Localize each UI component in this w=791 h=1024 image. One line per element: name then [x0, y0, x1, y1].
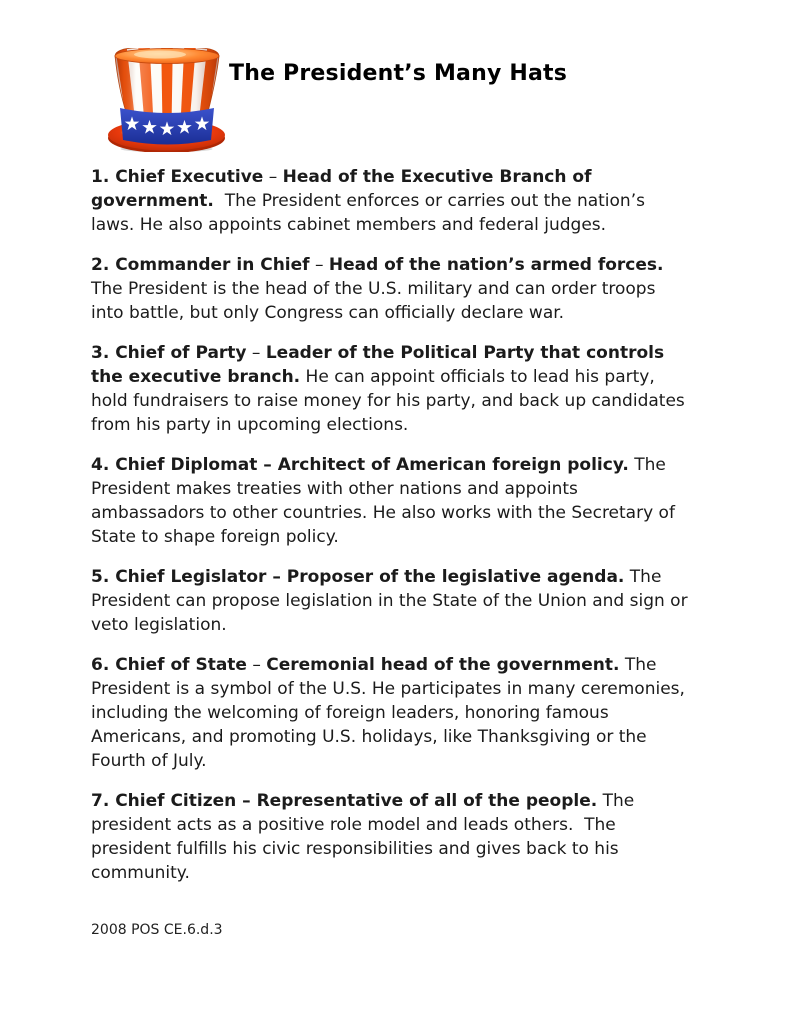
- section-dash: –: [263, 167, 283, 187]
- section-subtitle: Proposer of the legislative agenda.: [286, 567, 625, 587]
- section-lead: 4. Chief Diplomat: [91, 455, 258, 475]
- section-subtitle: Architect of American foreign policy.: [277, 455, 629, 475]
- section-dash: –: [257, 455, 278, 475]
- section-subtitle: Leader of the Political Party that controls the executive branch.: [91, 343, 671, 387]
- section-dash: –: [246, 343, 266, 363]
- section-dash: –: [236, 791, 257, 811]
- section-body: The President is the head of the U.S. military and can order troops into battle, but only Congress can officially declare war.: [91, 255, 675, 323]
- sections: [91, 165, 693, 885]
- uncle-sam-hat-icon: [108, 48, 226, 152]
- role-section-3: [91, 341, 693, 437]
- section-subtitle: Ceremonial head of the government.: [266, 655, 620, 675]
- section-dash: –: [309, 255, 329, 275]
- document-header: [91, 48, 701, 165]
- role-section-7: [91, 789, 693, 885]
- section-lead: 1. Chief Executive: [91, 167, 264, 187]
- section-lead: 7. Chief Citizen: [91, 791, 237, 811]
- section-lead: 2. Commander in Chief: [91, 255, 310, 275]
- section-dash: –: [246, 655, 267, 675]
- section-body: The President can propose legislation in the State of the Union and sign or veto legislation.: [91, 567, 693, 635]
- section-subtitle: Representative of all of the people.: [256, 791, 598, 811]
- role-section-4: [91, 453, 693, 549]
- section-subtitle: Head of the Executive Branch of government.: [91, 167, 598, 211]
- role-section-2: [91, 253, 693, 325]
- section-dash: –: [266, 567, 287, 587]
- role-section-6: [91, 653, 693, 773]
- role-section-5: [91, 565, 693, 637]
- section-lead: 3. Chief of Party: [91, 343, 247, 363]
- section-body: The president acts as a positive role model and leads others. The president fulfills his civic responsibilities and gives back to his community.: [91, 791, 640, 883]
- section-body: He can appoint officials to lead his party, hold fundraisers to raise money for his party, and back up candidates from his party in upcoming elections.: [91, 367, 691, 435]
- section-body: The President enforces or carries out the nation’s laws. He also appoints cabinet members and federal judges.: [91, 191, 651, 235]
- section-lead: 5. Chief Legislator: [91, 567, 267, 587]
- standards-code: 2008 POS CE.6.d.3: [91, 922, 223, 938]
- section-body: The President makes treaties with other nations and appoints ambassadors to other countries. He also works with the Secretary of State to shape foreign policy.: [91, 455, 681, 547]
- section-body: The President is a symbol of the U.S. He participates in many ceremonies, including the welcoming of foreign leaders, honoring famous Americans, and promoting U.S. holidays, like Thanksgiving or the Fourth of July.: [91, 655, 691, 771]
- section-subtitle: Head of the nation’s armed forces.: [328, 255, 664, 275]
- page-title: The President’s Many Hats: [229, 61, 568, 86]
- section-lead: 6. Chief of State: [91, 655, 247, 675]
- role-section-1: [91, 165, 693, 237]
